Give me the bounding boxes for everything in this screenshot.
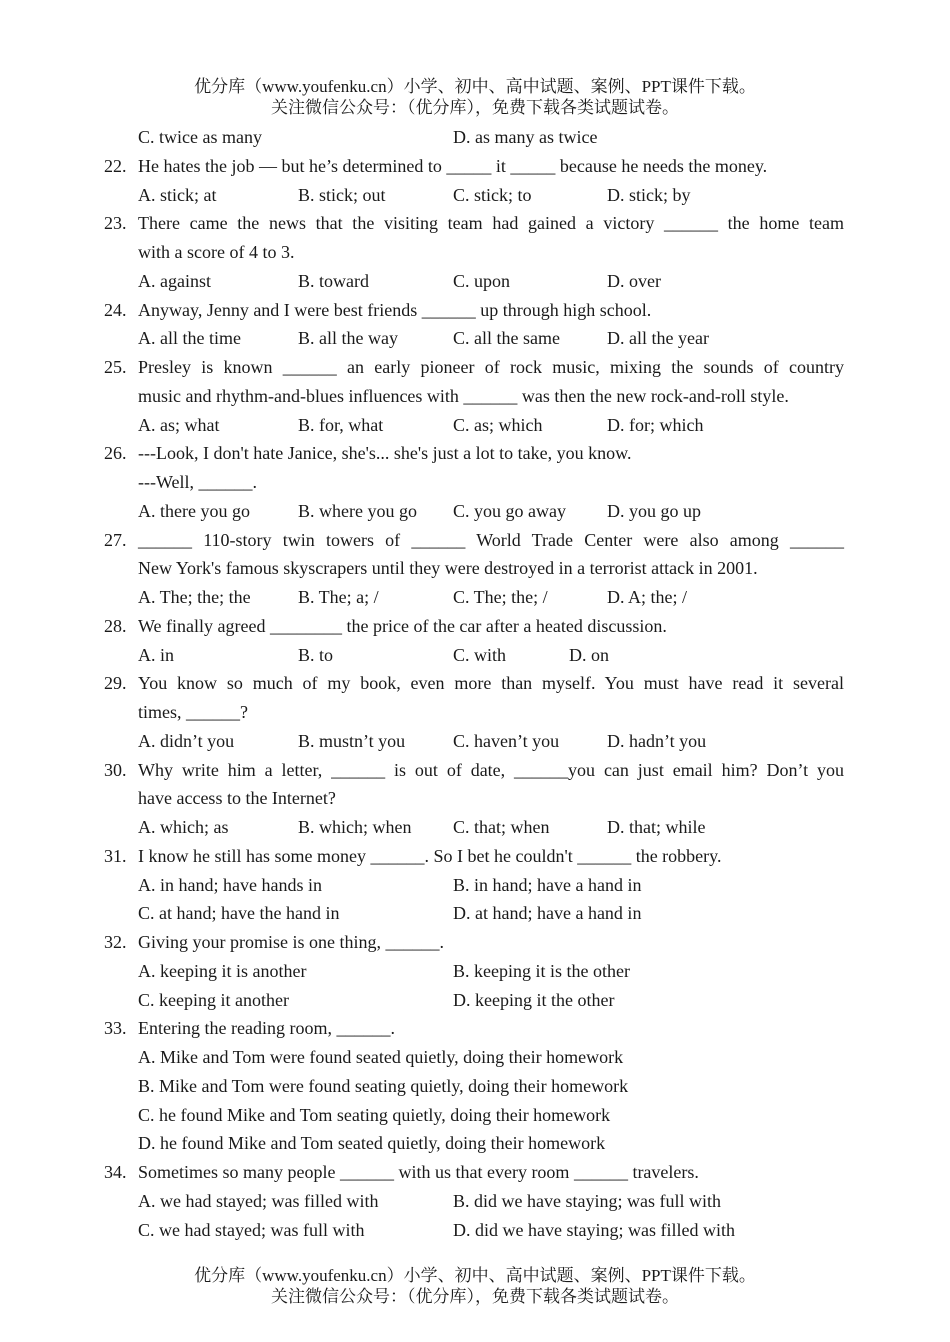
question-list	[0, 123, 950, 1244]
q33-option-c: C. he found Mike and Tom seating quietly, doing their homework	[138, 1104, 611, 1125]
question-line	[0, 1014, 950, 1043]
q21-option-c: C. twice as many	[138, 127, 262, 147]
q26-option-c: C. you go away	[453, 500, 566, 521]
q27-option-b: B. The; a; /	[298, 587, 379, 607]
question-number: 24.	[104, 299, 127, 320]
q28-option-b: B. to	[298, 644, 334, 665]
q31-option-b: B. in hand; have a hand in	[453, 874, 642, 895]
q24-option-c: C. all the same	[453, 328, 560, 349]
header-line-2: 关注微信公众号：（优分库），免费下载各类试题试卷。	[271, 98, 679, 117]
options-row	[0, 1043, 950, 1072]
options-row	[0, 497, 950, 526]
q32-option-c: C. keeping it another	[138, 989, 289, 1010]
q33-option-d: D. he found Mike and Tom seated quietly, doing their homework	[138, 1133, 606, 1154]
question-line	[0, 1158, 950, 1187]
question-text: I know he still has some money ______. So I bet he couldn't ______ the robbery.	[138, 845, 722, 866]
question-text: times, ______?	[138, 702, 248, 722]
q30-option-b: B. which; when	[298, 817, 412, 837]
q33-option-b: B. Mike and Tom were found seating quietly, doing their homework	[138, 1075, 629, 1096]
options-row	[0, 899, 950, 928]
q22-option-b: B. stick; out	[298, 184, 386, 205]
question-text: ---Well, ______.	[138, 472, 258, 492]
options-row	[0, 1072, 950, 1101]
header-line-1: 优分库（www.youfenku.cn）小学、初中、高中试题、案例、PPT课件下载。	[194, 77, 756, 96]
question-line	[0, 784, 950, 813]
q32-option-b: B. keeping it is the other	[453, 960, 630, 981]
q29-option-c: C. haven’t you	[453, 730, 560, 751]
question-text: Presley is known ______ an early pioneer of rock music, mixing the sounds of country	[138, 357, 844, 377]
q29-option-d: D. hadn’t you	[607, 730, 707, 751]
question-text: music and rhythm-and-blues influences with ______ was then the new rock-and-roll style.	[138, 385, 789, 406]
question-number: 34.	[104, 1162, 127, 1182]
question-number: 31.	[104, 845, 127, 866]
options-row	[0, 181, 950, 210]
options-row	[0, 1216, 950, 1245]
q23-option-c: C. upon	[453, 270, 511, 291]
question-line	[0, 554, 950, 583]
options-row	[0, 957, 950, 986]
q29-option-a: A. didn’t you	[138, 730, 235, 751]
question-number: 23.	[104, 213, 127, 234]
question-line	[0, 612, 950, 641]
q34-option-a: A. we had stayed; was filled with	[138, 1190, 379, 1211]
q25-option-a: A. as; what	[138, 414, 220, 435]
question-number: 26.	[104, 443, 127, 464]
q30-option-d: D. that; while	[607, 817, 706, 837]
question-text: We finally agreed ________ the price of the car after a heated discussion.	[138, 615, 667, 636]
question-line	[0, 152, 950, 181]
q24-option-d: D. all the year	[607, 328, 709, 349]
q34-option-d: D. did we have staying; was filled with	[453, 1219, 735, 1240]
question-text: New York's famous skyscrapers until they were destroyed in a terrorist attack in 2001.	[138, 558, 758, 579]
question-text: Giving your promise is one thing, ______.	[138, 932, 444, 952]
question-number: 33.	[104, 1018, 127, 1039]
options-row	[0, 813, 950, 842]
options-row	[0, 727, 950, 756]
question-line	[0, 842, 950, 871]
q34-option-b: B. did we have staying; was full with	[453, 1190, 721, 1211]
question-line	[0, 756, 950, 785]
q33-option-a: A. Mike and Tom were found seated quietly, doing their homework	[138, 1047, 624, 1067]
q32-option-a: A. keeping it is another	[138, 960, 307, 981]
q23-option-d: D. over	[607, 270, 661, 291]
question-line	[0, 209, 950, 238]
page-header	[0, 76, 950, 118]
q31-option-c: C. at hand; have the hand in	[138, 903, 340, 924]
question-text: Anyway, Jenny and I were best friends ______ up through high school.	[138, 299, 652, 320]
q34-option-c: C. we had stayed; was full with	[138, 1219, 365, 1240]
options-row	[0, 1187, 950, 1216]
question-text: He hates the job — but he’s determined to _____ it _____ because he needs the money.	[138, 155, 768, 176]
options-row	[0, 641, 950, 670]
options-row	[0, 324, 950, 353]
q27-option-a: A. The; the; the	[138, 587, 251, 607]
question-text: There came the news that the visiting team had gained a victory ______ the home team	[138, 213, 844, 234]
question-text: Why write him a letter, ______ is out of date, ______you can just email him? Don’t you	[138, 759, 844, 780]
question-number: 27.	[104, 529, 127, 550]
q22-option-a: A. stick; at	[138, 184, 217, 205]
q28-option-d: D. on	[569, 644, 609, 665]
q22-option-d: D. stick; by	[607, 184, 691, 205]
q31-option-d: D. at hand; have a hand in	[453, 903, 642, 924]
q23-option-b: B. toward	[298, 270, 369, 291]
footer-line-1: 优分库（www.youfenku.cn）小学、初中、高中试题、案例、PPT课件下载。	[194, 1266, 756, 1285]
q32-option-d: D. keeping it the other	[453, 989, 615, 1010]
question-line	[0, 296, 950, 325]
options-row	[0, 583, 950, 612]
q24-option-b: B. all the way	[298, 328, 398, 349]
question-text: You know so much of my book, even more than myself. You must have read it several	[138, 673, 844, 694]
question-line	[0, 526, 950, 555]
question-text: ---Look, I don't hate Janice, she's... she's just a lot to take, you know.	[138, 443, 632, 464]
q30-option-a: A. which; as	[138, 817, 229, 837]
footer-line-2: 关注微信公众号：（优分库），免费下载各类试题试卷。	[271, 1287, 679, 1306]
options-row	[0, 1101, 950, 1130]
question-line	[0, 468, 950, 497]
q23-option-a: A. against	[138, 270, 211, 291]
q25-option-c: C. as; which	[453, 414, 543, 435]
q29-option-b: B. mustn’t you	[298, 730, 406, 751]
q27-option-c: C. The; the; /	[453, 587, 548, 607]
options-row	[0, 267, 950, 296]
question-number: 30.	[104, 759, 127, 780]
q28-option-c: C. with	[453, 644, 507, 665]
question-text: have access to the Internet?	[138, 788, 336, 809]
question-number: 22.	[104, 155, 127, 176]
q26-option-b: B. where you go	[298, 500, 417, 521]
q22-option-c: C. stick; to	[453, 184, 532, 205]
q26-option-a: A. there you go	[138, 500, 250, 521]
q24-option-a: A. all the time	[138, 328, 241, 349]
options-row	[0, 411, 950, 440]
options-row	[0, 986, 950, 1015]
question-text: with a score of 4 to 3.	[138, 242, 295, 262]
q26-option-d: D. you go up	[607, 500, 701, 521]
question-number: 28.	[104, 615, 127, 636]
question-line	[0, 353, 950, 382]
question-number: 29.	[104, 673, 127, 694]
question-text: Entering the reading room, ______.	[138, 1018, 395, 1039]
question-line	[0, 382, 950, 411]
q30-option-c: C. that; when	[453, 817, 550, 837]
options-row	[0, 1129, 950, 1158]
q25-option-b: B. for, what	[298, 414, 384, 435]
question-text: Sometimes so many people ______ with us that every room ______ travelers.	[138, 1162, 699, 1182]
question-line	[0, 238, 950, 267]
question-text: ______ 110-story twin towers of ______ World Trade Center were also among ______	[138, 529, 844, 550]
q27-option-d: D. A; the; /	[607, 587, 687, 607]
q28-option-a: A. in	[138, 644, 174, 665]
page-footer	[0, 1265, 950, 1307]
question-line	[0, 439, 950, 468]
q21-option-d: D. as many as twice	[453, 127, 598, 147]
question-line	[0, 928, 950, 957]
question-line	[0, 669, 950, 698]
q21-options-row	[0, 123, 950, 152]
question-number: 25.	[104, 357, 127, 377]
q25-option-d: D. for; which	[607, 414, 704, 435]
question-line	[0, 698, 950, 727]
question-number: 32.	[104, 932, 127, 952]
q31-option-a: A. in hand; have hands in	[138, 874, 322, 895]
options-row	[0, 871, 950, 900]
